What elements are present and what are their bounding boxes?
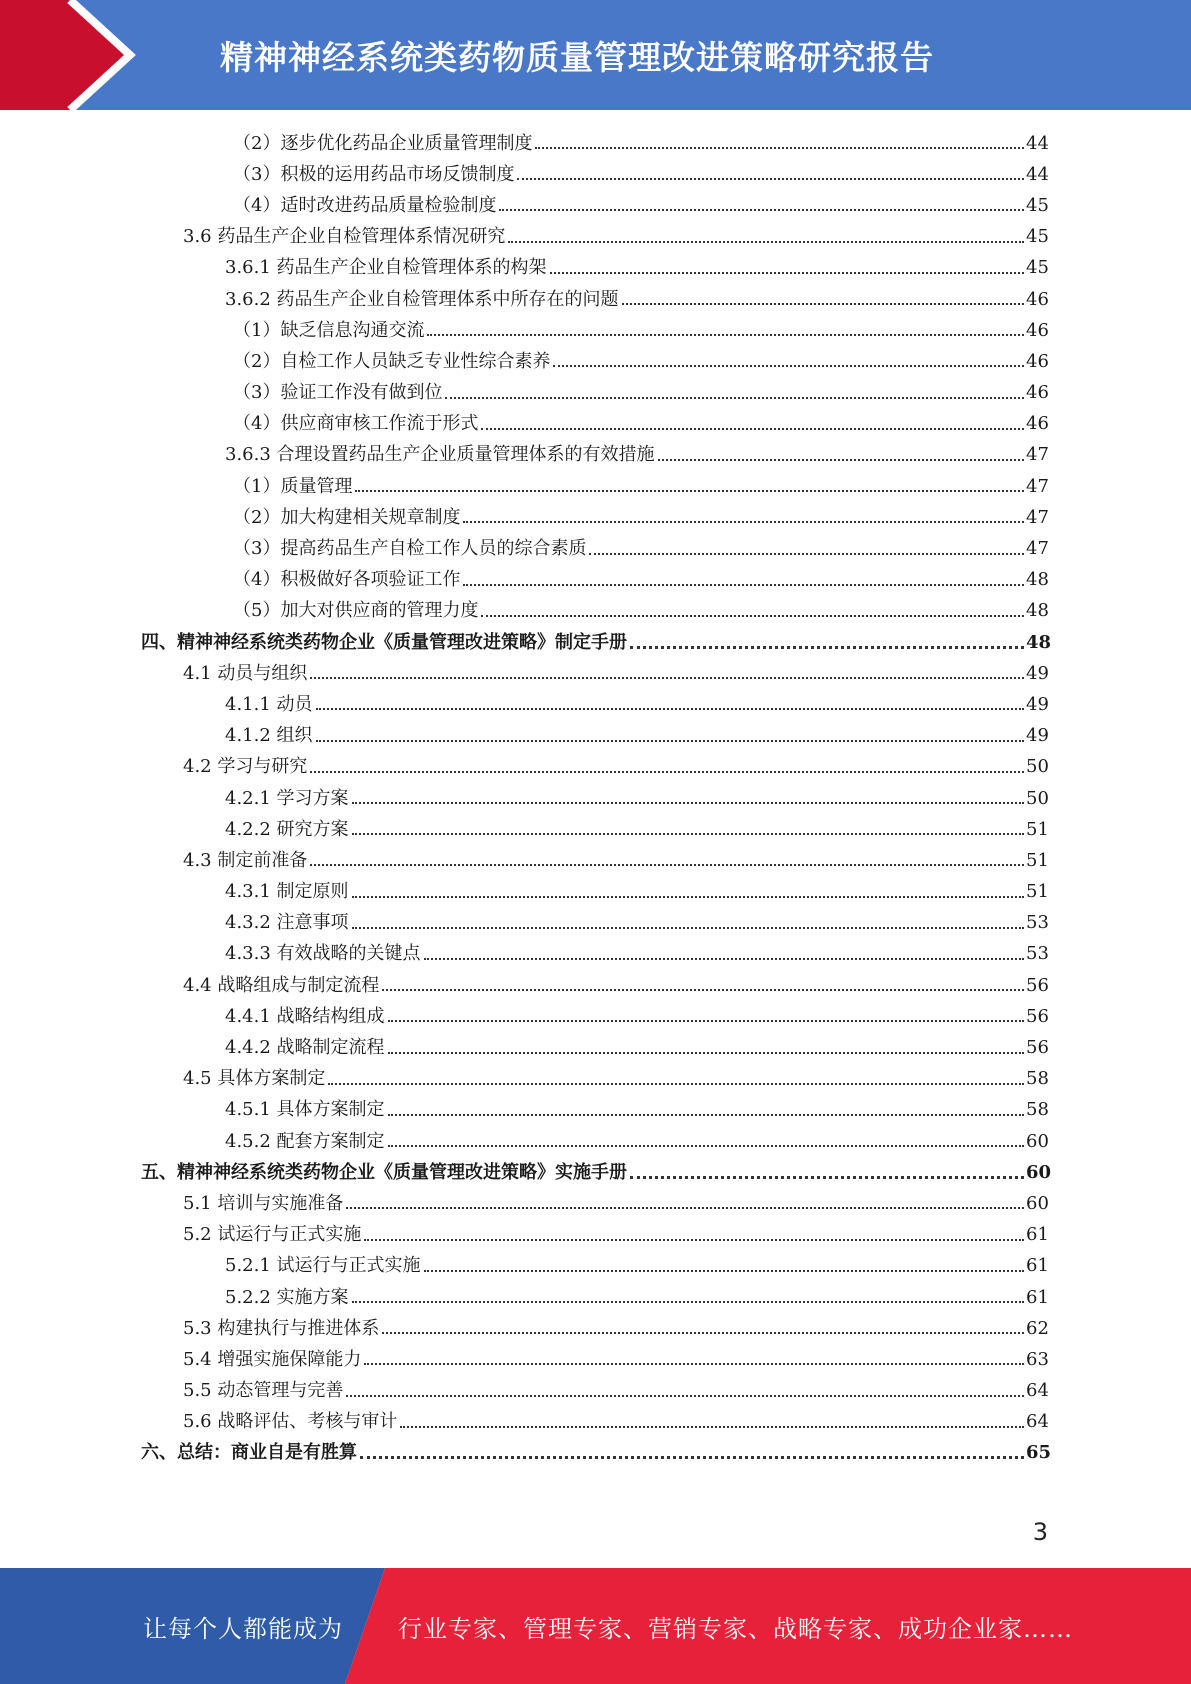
toc-entry[interactable] (0, 440, 1191, 471)
toc-entry-title: 4.2 学习与研究 (183, 756, 310, 778)
toc-entry-title: 五、精神神经系统类药物企业《质量管理改进策略》实施手册 (141, 1162, 630, 1184)
toc-entry-page: 63 (1026, 1348, 1049, 1370)
toc-entry[interactable] (0, 939, 1191, 970)
toc-dot-leader (481, 614, 1024, 617)
toc-entry[interactable] (0, 1251, 1191, 1282)
header-banner (0, 0, 1191, 110)
toc-entry[interactable] (0, 565, 1191, 596)
toc-entry-title: 4.3.2 注意事项 (225, 912, 352, 934)
toc-entry[interactable] (0, 346, 1191, 377)
toc-dot-leader (360, 1455, 1024, 1459)
toc-entry-title: 5.3 构建执行与推进体系 (183, 1318, 382, 1340)
toc-entry-title: 3.6.3 合理设置药品生产企业质量管理体系的有效措施 (225, 444, 658, 466)
toc-entry-title: 5.2 试运行与正式实施 (183, 1224, 364, 1246)
toc-entry-page: 61 (1026, 1286, 1049, 1308)
toc-dot-leader (535, 146, 1024, 149)
toc-entry[interactable] (0, 845, 1191, 876)
toc-dot-leader (424, 957, 1024, 960)
toc-entry[interactable] (0, 970, 1191, 1001)
toc-dot-leader (388, 1113, 1024, 1116)
toc-entry-page: 65 (1026, 1442, 1052, 1464)
toc-entry-page: 53 (1026, 943, 1049, 965)
toc-entry-page: 46 (1026, 350, 1049, 372)
toc-entry[interactable] (0, 658, 1191, 689)
toc-entry[interactable] (0, 253, 1191, 284)
toc-entry-title: （4）适时改进药品质量检验制度 (233, 195, 499, 217)
toc-entry-title: （3）验证工作没有做到位 (233, 382, 445, 404)
toc-entry-page: 64 (1026, 1411, 1049, 1433)
toc-entry-title: 4.1 动员与组织 (183, 663, 310, 685)
toc-entry[interactable] (0, 284, 1191, 315)
toc-dot-leader (517, 177, 1024, 180)
toc-entry[interactable] (0, 752, 1191, 783)
toc-entry-title: 六、总结：商业自是有胜算 (141, 1442, 360, 1464)
toc-dot-leader (445, 396, 1024, 399)
toc-entry-page: 60 (1026, 1161, 1052, 1183)
toc-entry-title: （5）加大对供应商的管理力度 (233, 600, 481, 622)
toc-entry-page: 44 (1026, 132, 1049, 154)
toc-entry[interactable] (0, 222, 1191, 253)
toc-entry-page: 58 (1026, 1099, 1049, 1121)
toc-entry[interactable] (0, 1064, 1191, 1095)
toc-dot-leader (427, 333, 1024, 336)
toc-entry-title: 4.4.2 战略制定流程 (225, 1037, 388, 1059)
toc-entry[interactable] (0, 1313, 1191, 1344)
toc-entry-page: 48 (1026, 600, 1049, 622)
toc-entry-page: 53 (1026, 912, 1049, 934)
toc-entry-title: 4.3.1 制定原则 (225, 881, 352, 903)
document-title: 精神神经系统类药物质量管理改进策略研究报告 (220, 37, 934, 77)
toc-entry-page: 64 (1026, 1380, 1049, 1402)
toc-entry[interactable] (0, 1188, 1191, 1219)
toc-dot-leader (346, 1206, 1024, 1209)
toc-entry-title: 4.2.2 研究方案 (225, 819, 352, 841)
toc-entry[interactable] (0, 596, 1191, 627)
toc-entry[interactable] (0, 721, 1191, 752)
toc-entry[interactable] (0, 159, 1191, 190)
toc-entry-title: 5.4 增强实施保障能力 (183, 1349, 364, 1371)
toc-dot-leader (589, 552, 1024, 555)
toc-entry-title: （3）提高药品生产自检工作人员的综合素质 (233, 538, 589, 560)
toc-entry-title: 4.3 制定前准备 (183, 850, 310, 872)
toc-dot-leader (316, 707, 1024, 710)
toc-entry-title: 4.1.2 组织 (225, 725, 316, 747)
toc-entry-page: 45 (1026, 226, 1049, 248)
toc-entry-page: 60 (1026, 1130, 1049, 1152)
toc-dot-leader (388, 1144, 1024, 1147)
toc-entry[interactable] (0, 1001, 1191, 1032)
toc-entry[interactable] (0, 1282, 1191, 1313)
toc-entry-page: 61 (1026, 1224, 1049, 1246)
toc-entry-page: 47 (1026, 538, 1049, 560)
toc-entry-page: 56 (1026, 974, 1049, 996)
footer-banner (0, 1568, 1191, 1684)
toc-entry-title: 5.6 战略评估、考核与审计 (183, 1411, 400, 1433)
toc-dot-leader (463, 583, 1024, 586)
toc-dot-leader (364, 1362, 1024, 1365)
toc-entry-page: 49 (1026, 662, 1049, 684)
toc-entry-page: 50 (1026, 756, 1049, 778)
toc-dot-leader (630, 1175, 1024, 1179)
toc-entry-title: 3.6 药品生产企业自检管理体系情况研究 (183, 226, 508, 248)
toc-entry[interactable] (0, 908, 1191, 939)
toc-entry[interactable] (0, 1095, 1191, 1126)
toc-entry-page: 47 (1026, 444, 1049, 466)
toc-dot-leader (553, 364, 1024, 367)
toc-entry-page: 62 (1026, 1317, 1049, 1339)
toc-entry-title: （2）加大构建相关规章制度 (233, 507, 463, 529)
toc-entry-page: 58 (1026, 1068, 1049, 1090)
toc-dot-leader (388, 1051, 1024, 1054)
toc-entry[interactable] (0, 814, 1191, 845)
footer-slogan-right: 行业专家、管理专家、营销专家、战略专家、成功企业家…… (398, 1614, 1073, 1643)
toc-entry-title: （1）质量管理 (233, 476, 355, 498)
toc-entry-title: （2）逐步优化药品企业质量管理制度 (233, 133, 535, 155)
toc-dot-leader (499, 208, 1024, 211)
toc-dot-leader (508, 240, 1024, 243)
toc-entry-title: 4.5.2 配套方案制定 (225, 1131, 388, 1153)
toc-entry-title: 3.6.2 药品生产企业自检管理体系中所存在的问题 (225, 289, 622, 311)
toc-entry[interactable] (0, 471, 1191, 502)
toc-dot-leader (382, 1331, 1024, 1334)
toc-entry-page: 45 (1026, 194, 1049, 216)
toc-entry-title: 四、精神神经系统类药物企业《质量管理改进策略》制定手册 (141, 632, 630, 654)
toc-entry-title: （1）缺乏信息沟通交流 (233, 320, 427, 342)
toc-dot-leader (316, 739, 1024, 742)
toc-entry[interactable] (0, 378, 1191, 409)
toc-dot-leader (630, 645, 1024, 649)
toc-entry-page: 60 (1026, 1192, 1049, 1214)
toc-entry-title: 5.1 培训与实施准备 (183, 1193, 346, 1215)
toc-entry-title: 4.5.1 具体方案制定 (225, 1099, 388, 1121)
toc-dot-leader (364, 1238, 1024, 1241)
toc-entry-page: 49 (1026, 725, 1049, 747)
toc-entry[interactable] (0, 1220, 1191, 1251)
toc-dot-leader (352, 926, 1024, 929)
toc-entry-title: 5.5 动态管理与完善 (183, 1380, 346, 1402)
toc-entry[interactable] (0, 1157, 1191, 1188)
toc-entry-page: 56 (1026, 1005, 1049, 1027)
toc-entry-title: 4.5 具体方案制定 (183, 1068, 328, 1090)
table-of-contents (0, 128, 1191, 1469)
toc-dot-leader (463, 520, 1024, 523)
toc-entry[interactable] (0, 1344, 1191, 1375)
toc-entry[interactable] (0, 627, 1191, 658)
toc-entry-page: 61 (1026, 1255, 1049, 1277)
toc-entry[interactable] (0, 315, 1191, 346)
toc-entry[interactable] (0, 1438, 1191, 1469)
toc-entry-page: 48 (1026, 569, 1049, 591)
footer-slogan-left: 让每个人都能成为 (143, 1614, 343, 1643)
toc-entry-page: 48 (1026, 631, 1052, 653)
toc-dot-leader (622, 302, 1024, 305)
toc-entry-title: 4.4 战略组成与制定流程 (183, 975, 382, 997)
toc-dot-leader (481, 427, 1024, 430)
toc-entry-title: 4.1.1 动员 (225, 694, 316, 716)
toc-entry-title: 4.4.1 战略结构组成 (225, 1006, 388, 1028)
toc-entry-page: 47 (1026, 506, 1049, 528)
toc-entry[interactable] (0, 533, 1191, 564)
toc-entry-title: （4）积极做好各项验证工作 (233, 569, 463, 591)
toc-entry[interactable] (0, 1126, 1191, 1157)
toc-dot-leader (388, 1019, 1024, 1022)
toc-dot-leader (424, 1269, 1024, 1272)
toc-dot-leader (355, 489, 1024, 492)
toc-entry-page: 46 (1026, 319, 1049, 341)
toc-dot-leader (658, 458, 1024, 461)
toc-entry-page: 49 (1026, 693, 1049, 715)
toc-dot-leader (352, 1300, 1024, 1303)
page-number: 3 (1032, 1518, 1048, 1546)
toc-entry[interactable] (0, 1032, 1191, 1063)
toc-entry[interactable] (0, 877, 1191, 908)
toc-dot-leader (352, 832, 1024, 835)
toc-entry-title: 5.2.1 试运行与正式实施 (225, 1255, 424, 1277)
toc-entry-page: 46 (1026, 382, 1049, 404)
toc-entry-page: 46 (1026, 288, 1049, 310)
toc-dot-leader (352, 895, 1024, 898)
toc-entry-page: 51 (1026, 849, 1049, 871)
toc-entry[interactable] (0, 1376, 1191, 1407)
toc-entry[interactable] (0, 783, 1191, 814)
toc-entry[interactable] (0, 128, 1191, 159)
toc-entry-title: （3）积极的运用药品市场反馈制度 (233, 164, 517, 186)
toc-entry-title: （2）自检工作人员缺乏专业性综合素养 (233, 351, 553, 373)
toc-dot-leader (346, 1394, 1024, 1397)
toc-entry-page: 51 (1026, 881, 1049, 903)
toc-dot-leader (310, 863, 1024, 866)
toc-entry[interactable] (0, 1407, 1191, 1438)
toc-entry-page: 56 (1026, 1037, 1049, 1059)
toc-entry[interactable] (0, 502, 1191, 533)
toc-entry-title: 4.3.3 有效战略的关键点 (225, 943, 424, 965)
toc-dot-leader (550, 271, 1024, 274)
toc-entry[interactable] (0, 190, 1191, 221)
toc-entry-title: 5.2.2 实施方案 (225, 1287, 352, 1309)
toc-dot-leader (382, 988, 1024, 991)
toc-dot-leader (310, 676, 1024, 679)
toc-dot-leader (400, 1425, 1024, 1428)
toc-dot-leader (310, 770, 1024, 773)
toc-dot-leader (352, 801, 1024, 804)
toc-entry-page: 46 (1026, 413, 1049, 435)
toc-entry-page: 47 (1026, 475, 1049, 497)
toc-entry-page: 50 (1026, 787, 1049, 809)
toc-entry-title: 4.2.1 学习方案 (225, 788, 352, 810)
toc-entry[interactable] (0, 689, 1191, 720)
toc-dot-leader (328, 1082, 1024, 1085)
chevron-arrow-icon (0, 0, 170, 110)
toc-entry[interactable] (0, 409, 1191, 440)
toc-entry-title: 3.6.1 药品生产企业自检管理体系的构架 (225, 257, 550, 279)
toc-entry-page: 45 (1026, 257, 1049, 279)
toc-entry-title: （4）供应商审核工作流于形式 (233, 413, 481, 435)
toc-entry-page: 51 (1026, 818, 1049, 840)
toc-entry-page: 44 (1026, 163, 1049, 185)
